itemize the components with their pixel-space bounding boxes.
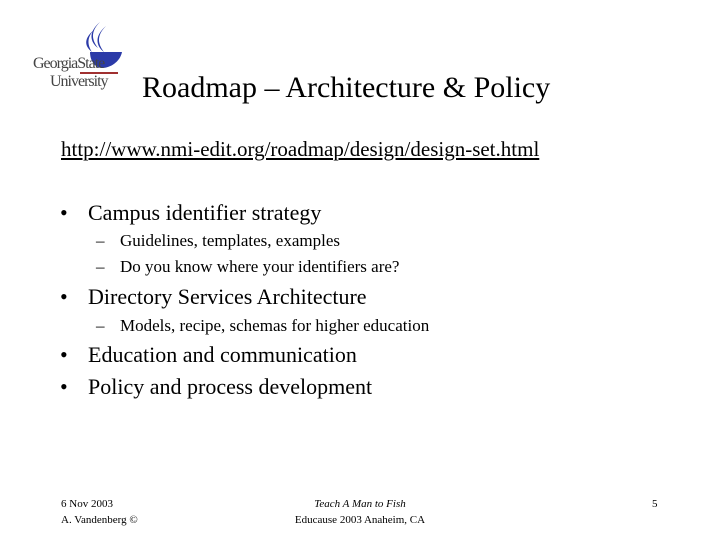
logo-text-university: University: [50, 73, 108, 90]
dash-icon: –: [96, 231, 105, 250]
footer-center: [260, 496, 460, 528]
bullet-icon: •: [60, 342, 68, 367]
bullet-icon: •: [60, 200, 68, 225]
dash-icon: –: [96, 257, 105, 276]
bullet-text: Education and communication: [88, 342, 357, 367]
bullet-campus-identifier: [60, 200, 321, 226]
dash-icon: –: [96, 316, 105, 335]
sub-bullet-text: Do you know where your identifiers are?: [120, 257, 400, 276]
sub-bullet-text: Models, recipe, schemas for higher education: [120, 316, 430, 335]
bullet-text: Campus identifier strategy: [88, 200, 322, 225]
bullet-directory-services: [60, 284, 367, 310]
bullet-icon: •: [60, 374, 68, 399]
logo-text-georgia-state: GeorgiaState: [33, 55, 105, 72]
footer-date: 6 Nov 2003: [61, 498, 113, 510]
footer-talk-title: Teach A Man to Fish: [314, 498, 406, 510]
slide-title: Roadmap – Architecture & Policy: [142, 71, 551, 104]
page-number: 5: [652, 498, 658, 510]
sub-bullet-text: Guidelines, templates, examples: [120, 231, 340, 250]
bullet-policy: [60, 374, 372, 400]
footer-left: [61, 496, 138, 528]
bullet-icon: •: [60, 284, 68, 309]
bullet-text: Policy and process development: [88, 374, 373, 399]
bullet-text: Directory Services Architecture: [88, 284, 367, 309]
roadmap-link[interactable]: http://www.nmi-edit.org/roadmap/design/design-set.html: [61, 137, 540, 161]
bullet-education: [60, 342, 357, 368]
sub-bullet: [96, 257, 399, 277]
sub-bullet: [96, 231, 340, 251]
footer-event: Educause 2003 Anaheim, CA: [294, 514, 426, 526]
sub-bullet: [96, 316, 429, 336]
footer-author: A. Vandenberg ©: [61, 514, 138, 526]
